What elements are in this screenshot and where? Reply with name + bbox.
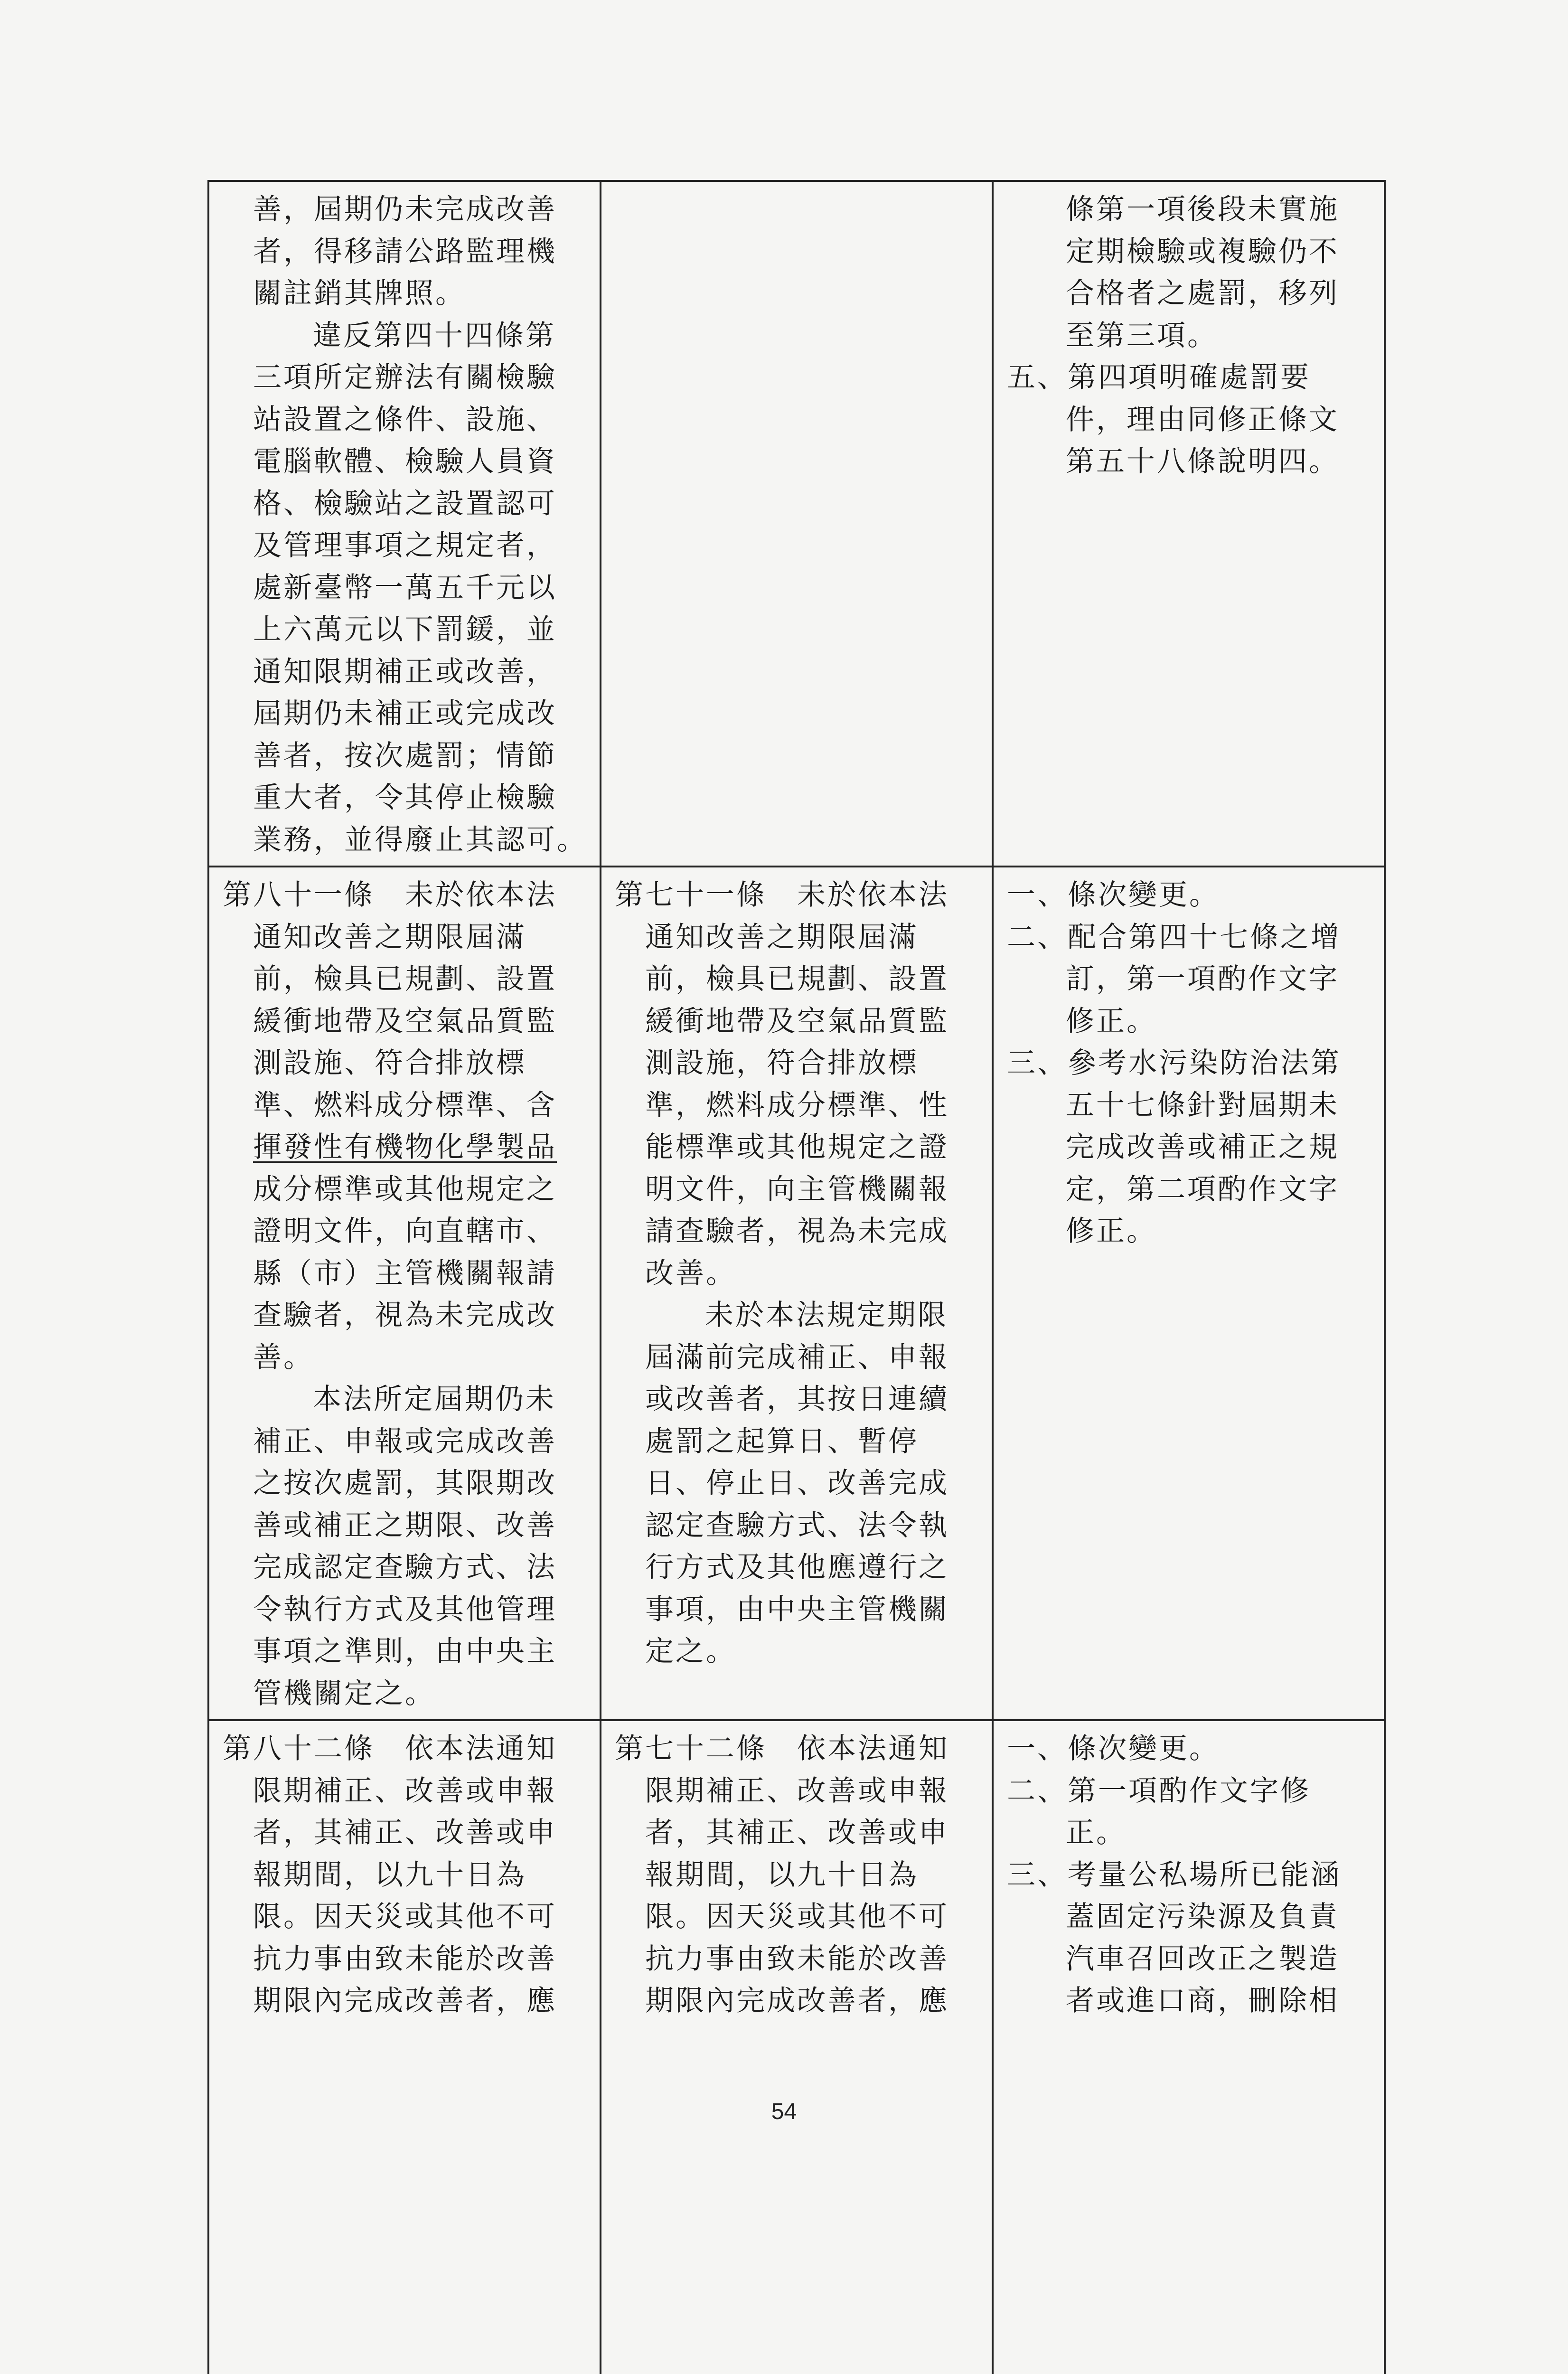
text-line: 期限內完成改善者，應 (645, 1984, 949, 2017)
text-line: 關註銷其牌照。 (253, 277, 466, 310)
text-line: 違反第四十四條第 (313, 319, 556, 352)
text-line: 二、第一項酌作文字修 (1007, 1774, 1311, 1808)
old-article-cell (601, 867, 993, 1720)
text-line: 訂，第一項酌作文字 (1066, 962, 1339, 996)
text-line: 成分標準或其他規定之 (253, 1172, 557, 1206)
page-number: 54 (771, 2099, 797, 2124)
text-line: 或改善者，其按日連續 (645, 1383, 949, 1416)
cell-text (994, 182, 1384, 488)
text-line: 通知改善之期限屆滿 (253, 920, 526, 954)
text-line: 屆滿前完成補正、申報 (645, 1340, 949, 1374)
text-line: 縣（市）主管機關報請 (253, 1256, 557, 1290)
text-line: 查驗者，視為未完成改 (253, 1299, 557, 1332)
text-line: 準、燃料成分標準、含 (253, 1088, 557, 1122)
text-line: 站設置之條件、設施、 (253, 403, 557, 436)
text-line: 第七十二條 依本法通知 (615, 1732, 949, 1765)
cell-text (209, 182, 600, 866)
old-article-cell (601, 181, 993, 867)
text-line: 請查驗者，視為未完成 (645, 1215, 949, 1248)
text-line: 緩衝地帶及空氣品質監 (253, 1004, 557, 1038)
explanation-cell (993, 867, 1385, 1720)
text-line: 管機關定之。 (253, 1677, 435, 1710)
text-line: 證明文件，向直轄市、 (253, 1215, 557, 1248)
text-line: 條第一項後段未實施 (1066, 193, 1339, 226)
cell-text (209, 1721, 600, 2027)
text-line: 第八十二條 依本法通知 (223, 1732, 557, 1765)
cell-text (601, 182, 992, 193)
text-line: 三項所定辦法有關檢驗 (253, 361, 557, 394)
text-line: 報期間，以九十日為 (645, 1858, 919, 1892)
text-line: 事項之準則，由中央主 (253, 1635, 557, 1668)
text-line: 上六萬元以下罰鍰，並 (253, 613, 557, 646)
text-line: 者，得移請公路監理機 (253, 235, 557, 268)
text-line: 期限內完成改善者，應 (253, 1984, 557, 2017)
new-article-cell (208, 181, 601, 867)
text-line: 格、檢驗站之設置認可 (253, 487, 557, 520)
text-line: 本法所定屆期仍未 (313, 1383, 556, 1416)
text-line: 揮發性有機物化學製品 (253, 1130, 557, 1164)
text-line: 事項，由中央主管機關 (645, 1592, 949, 1626)
text-line: 者，其補正、改善或申 (645, 1816, 949, 1849)
text-line: 重大者，令其停止檢驗 (253, 781, 557, 814)
text-line: 善，屆期仍未完成改善 (253, 193, 557, 226)
text-line: 正。 (1066, 1816, 1127, 1849)
text-line: 電腦軟體、檢驗人員資 (253, 445, 557, 478)
new-article-cell (208, 1720, 601, 2374)
text-line: 前，檢具已規劃、設置 (645, 962, 949, 996)
new-article-cell (208, 867, 601, 1720)
text-line: 完成改善或補正之規 (1066, 1130, 1339, 1164)
text-line: 之按次處罰，其限期改 (253, 1467, 557, 1500)
text-line: 汽車召回改正之製造 (1066, 1942, 1339, 1976)
text-line: 測設施、符合排放標 (253, 1046, 526, 1080)
text-line: 報期間，以九十日為 (253, 1858, 526, 1892)
text-line: 五、第四項明確處罰要 (1007, 361, 1311, 394)
text-line: 處新臺幣一萬五千元以 (253, 571, 557, 604)
text-line: 測設施，符合排放標 (645, 1046, 919, 1080)
text-line: 緩衝地帶及空氣品質監 (645, 1004, 949, 1038)
text-line: 第五十八條說明四。 (1066, 445, 1339, 478)
text-line: 第七十一條 未於依本法 (615, 878, 949, 912)
table-row (208, 867, 1385, 1720)
text-line: 限期補正、改善或申報 (645, 1774, 949, 1808)
text-line: 認定查驗方式、法令執 (645, 1508, 949, 1542)
text-line: 限。因天災或其他不可 (253, 1900, 557, 1933)
text-line: 蓋固定污染源及負責 (1066, 1900, 1339, 1933)
text-line: 修正。 (1066, 1004, 1157, 1038)
text-line: 處罰之起算日、暫停 (645, 1424, 919, 1458)
cell-text (994, 867, 1384, 1257)
table-row (208, 181, 1385, 867)
text-line: 通知改善之期限屆滿 (645, 920, 919, 954)
text-line: 善。 (253, 1340, 314, 1374)
text-line: 準，燃料成分標準、性 (645, 1088, 949, 1122)
text-line: 改善。 (645, 1256, 736, 1290)
text-line: 者，其補正、改善或申 (253, 1816, 557, 1849)
text-line: 三、考量公私場所已能涵 (1007, 1858, 1341, 1892)
text-line: 未於本法規定期限 (705, 1299, 948, 1332)
old-article-cell (601, 1720, 993, 2374)
text-line: 五十七條針對屆期未 (1066, 1088, 1339, 1122)
text-line: 三、參考水污染防治法第 (1007, 1046, 1341, 1080)
table-row (208, 1720, 1385, 2374)
text-line: 行方式及其他應遵行之 (645, 1551, 949, 1584)
text-line: 定期檢驗或複驗仍不 (1066, 235, 1339, 268)
text-line: 定之。 (645, 1635, 736, 1668)
text-line: 抗力事由致未能於改善 (645, 1942, 949, 1976)
text-line: 限期補正、改善或申報 (253, 1774, 557, 1808)
explanation-cell (993, 1720, 1385, 2374)
cell-text (209, 867, 600, 1719)
cell-text (601, 1721, 992, 2027)
text-line: 至第三項。 (1066, 319, 1218, 352)
text-line: 補正、申報或完成改善 (253, 1424, 557, 1458)
text-line: 一、條次變更。 (1007, 878, 1220, 912)
text-line: 者或進口商，刪除相 (1066, 1984, 1339, 2017)
text-line: 限。因天災或其他不可 (645, 1900, 949, 1933)
text-line: 合格者之處罰，移列 (1066, 277, 1339, 310)
text-line: 及管理事項之規定者， (253, 529, 557, 562)
text-line: 能標準或其他規定之證 (645, 1130, 949, 1164)
text-line: 善或補正之期限、改善 (253, 1508, 557, 1542)
text-line: 明文件，向主管機關報 (645, 1172, 949, 1206)
text-line: 善者，按次處罰；情節 (253, 739, 557, 772)
text-line: 定，第二項酌作文字 (1066, 1172, 1339, 1206)
text-line: 日、停止日、改善完成 (645, 1467, 949, 1500)
text-line: 完成認定查驗方式、法 (253, 1551, 557, 1584)
text-line: 令執行方式及其他管理 (253, 1592, 557, 1626)
text-line: 第八十一條 未於依本法 (223, 878, 557, 912)
explanation-cell (993, 181, 1385, 867)
text-line: 一、條次變更。 (1007, 1732, 1220, 1765)
cell-text (994, 1721, 1384, 2027)
cell-text (601, 867, 992, 1677)
text-line: 屆期仍未補正或完成改 (253, 697, 557, 730)
text-line: 抗力事由致未能於改善 (253, 1942, 557, 1976)
text-line: 通知限期補正或改善， (253, 655, 557, 688)
text-line: 前，檢具已規劃、設置 (253, 962, 557, 996)
text-line: 二、配合第四十七條之增 (1007, 920, 1341, 954)
comparison-table (207, 180, 1386, 2374)
text-line: 修正。 (1066, 1215, 1157, 1248)
text-line: 業務，並得廢止其認可。 (253, 823, 587, 857)
text-line: 件，理由同修正條文 (1066, 403, 1339, 436)
